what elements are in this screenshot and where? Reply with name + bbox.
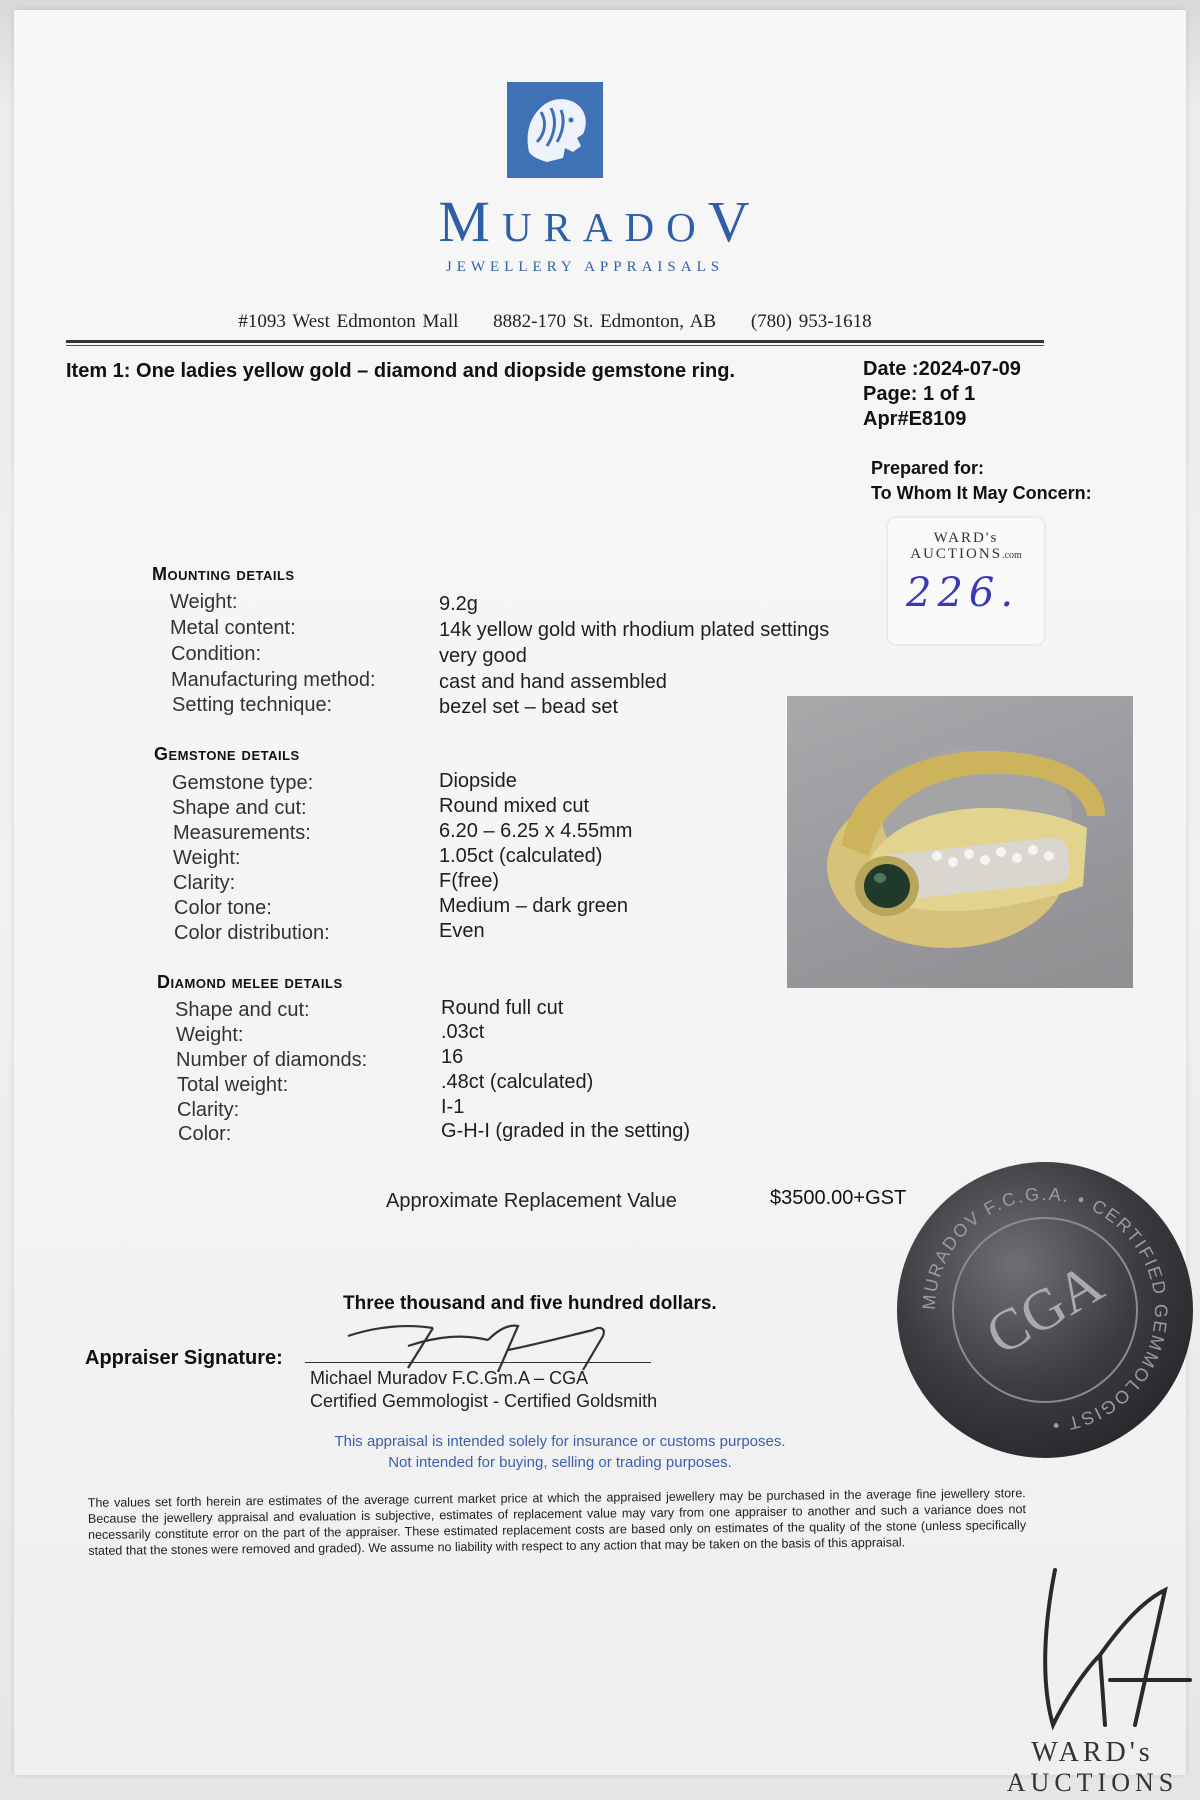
- sticker-brand-suffix: .com: [1002, 550, 1022, 561]
- total-weight-label: Total weight:: [177, 1074, 289, 1096]
- address-street: 8882-170 St. Edmonton, AB: [493, 311, 717, 332]
- replacement-value-label: Approximate Replacement Value: [386, 1190, 677, 1212]
- wards-watermark: [985, 1738, 1200, 1798]
- lot-number: 226.: [906, 570, 1020, 616]
- brand-block: [300, 190, 900, 278]
- manufacturing-method-label: Manufacturing method:: [171, 669, 376, 691]
- gem-weight-label: Weight:: [173, 847, 241, 869]
- signer-name: Michael Muradov F.C.Gm.A – CGA: [310, 1368, 589, 1388]
- value-in-words: Three thousand and five hundred dollars.: [343, 1293, 717, 1314]
- setting-technique-value: bezel set – bead set: [439, 696, 619, 718]
- measurements-value: 6.20 – 6.25 x 4.55mm: [439, 820, 633, 842]
- seal-center-text: CGA: [974, 1249, 1114, 1368]
- page-number: Page: 1 of 1: [863, 383, 976, 405]
- manufacturing-method-value: cast and hand assembled: [439, 671, 667, 693]
- signer-block: [310, 1367, 657, 1413]
- metal-content-value: 14k yellow gold with rhodium plated settings: [439, 619, 830, 641]
- appraisal-number: Apr#E8109: [863, 408, 967, 430]
- notice-line-2: Not intended for buying, selling or trading purposes.: [388, 1454, 732, 1471]
- diamond-heading: Diamond melee details: [157, 972, 343, 992]
- mounting-heading: Mounting details: [152, 564, 295, 584]
- diamond-shape-value: Round full cut: [441, 997, 564, 1019]
- diamond-clarity-label: Clarity:: [177, 1099, 240, 1121]
- gem-shape-value: Round mixed cut: [439, 795, 590, 817]
- header-divider-thin: [66, 345, 1044, 346]
- diamond-clarity-value: I-1: [441, 1096, 465, 1118]
- signer-credentials: Certified Gemmologist - Certified Goldsmith: [310, 1391, 658, 1411]
- diamond-color-label: Color:: [178, 1123, 232, 1145]
- mounting-weight-value: 9.2g: [439, 593, 478, 615]
- sticker-brand: [888, 530, 1044, 564]
- gemstone-type-label: Gemstone type:: [172, 772, 314, 794]
- color-tone-label: Color tone:: [174, 897, 272, 919]
- brand-subtitle: JEWELLERY APPRAISALS: [445, 259, 725, 275]
- gem-shape-label: Shape and cut:: [172, 797, 307, 819]
- address-phone: (780) 953-1618: [750, 311, 872, 332]
- gemstone-type-value: Diopside: [439, 770, 517, 792]
- ring-photo: [787, 696, 1133, 988]
- gem-weight-value: 1.05ct (calculated): [439, 845, 603, 867]
- appraiser-signature-label: Appraiser Signature:: [85, 1347, 283, 1369]
- diamond-count-value: 16: [441, 1046, 464, 1068]
- seal-ring-text: MURADOV F.C.G.A. • CERTIFIED GEMMOLOGIST •: [918, 1183, 1172, 1436]
- diamond-weight-label: Weight:: [176, 1024, 244, 1046]
- diamond-shape-label: Shape and cut:: [175, 999, 310, 1021]
- diamond-count-label: Number of diamonds:: [176, 1049, 368, 1071]
- diamond-color-value: G-H-I (graded in the setting): [441, 1120, 690, 1142]
- address-mall: #1093 West Edmonton Mall: [238, 311, 459, 332]
- prepared-label: Prepared for:: [871, 458, 985, 478]
- document-meta: [863, 357, 1021, 432]
- header-divider: [66, 340, 1044, 343]
- color-distribution-label: Color distribution:: [174, 922, 330, 944]
- diamond-details-table: [0, 996, 800, 1156]
- prepared-recipient: To Whom It May Concern:: [871, 483, 1092, 503]
- measurements-label: Measurements:: [173, 822, 311, 844]
- purpose-notice: [250, 1431, 870, 1473]
- color-distribution-value: Even: [439, 920, 485, 942]
- lion-logo-icon: [507, 82, 603, 178]
- watermark-line-2: AUCTIONS: [1006, 1768, 1179, 1797]
- handwritten-signature: [338, 1306, 638, 1376]
- condition-label: Condition:: [171, 643, 262, 665]
- notice-line-1: This appraisal is intended solely for insurance or customs purposes.: [334, 1433, 786, 1450]
- setting-technique-label: Setting technique:: [172, 694, 333, 716]
- metal-content-label: Metal content:: [170, 617, 296, 639]
- mounting-weight-label: Weight:: [170, 591, 238, 613]
- gem-clarity-value: F(free): [439, 870, 499, 892]
- item-title: Item 1: One ladies yellow gold – diamond and diopside gemstone ring.: [66, 360, 735, 382]
- cga-seal: [895, 1160, 1195, 1460]
- color-tone-value: Medium – dark green: [439, 895, 628, 917]
- gemstone-heading: Gemstone details: [154, 744, 300, 764]
- document-date: Date :2024-07-09: [863, 358, 1021, 380]
- diamond-weight-value: .03ct: [441, 1021, 485, 1043]
- brand-name: MuradoV: [438, 189, 762, 254]
- gemstone-details-table: [0, 769, 800, 949]
- condition-value: very good: [439, 645, 527, 667]
- sticker-brand-name: WARD's: [933, 530, 999, 546]
- total-weight-value: .48ct (calculated): [441, 1071, 594, 1093]
- gem-clarity-label: Clarity:: [173, 872, 236, 894]
- replacement-value: $3500.00+GST: [770, 1187, 907, 1209]
- prepared-for: [871, 456, 1092, 506]
- watermark-line-1: WARD's: [1031, 1737, 1154, 1768]
- disclaimer-text: The values set forth herein are estimates of the average current market price at which the appraised jewellery may be purchased in the average fine jewellery store. Because the jewellery appraisal and evaluation is subjective, estimates of replacement value may vary from one appraiser to another and such a variance does not necessarily constitute error on the part of the appraiser. These estimated replacement costs are based only on estimates of the quality of the stone (unless specifically stated that the stones were removed and graded). We assume no liability with respect to any action that may be taken on the basis of this appraisal.: [87, 1486, 1027, 1558]
- address-line: [60, 311, 1050, 333]
- sticker-brand-sub: AUCTIONS: [910, 546, 1003, 562]
